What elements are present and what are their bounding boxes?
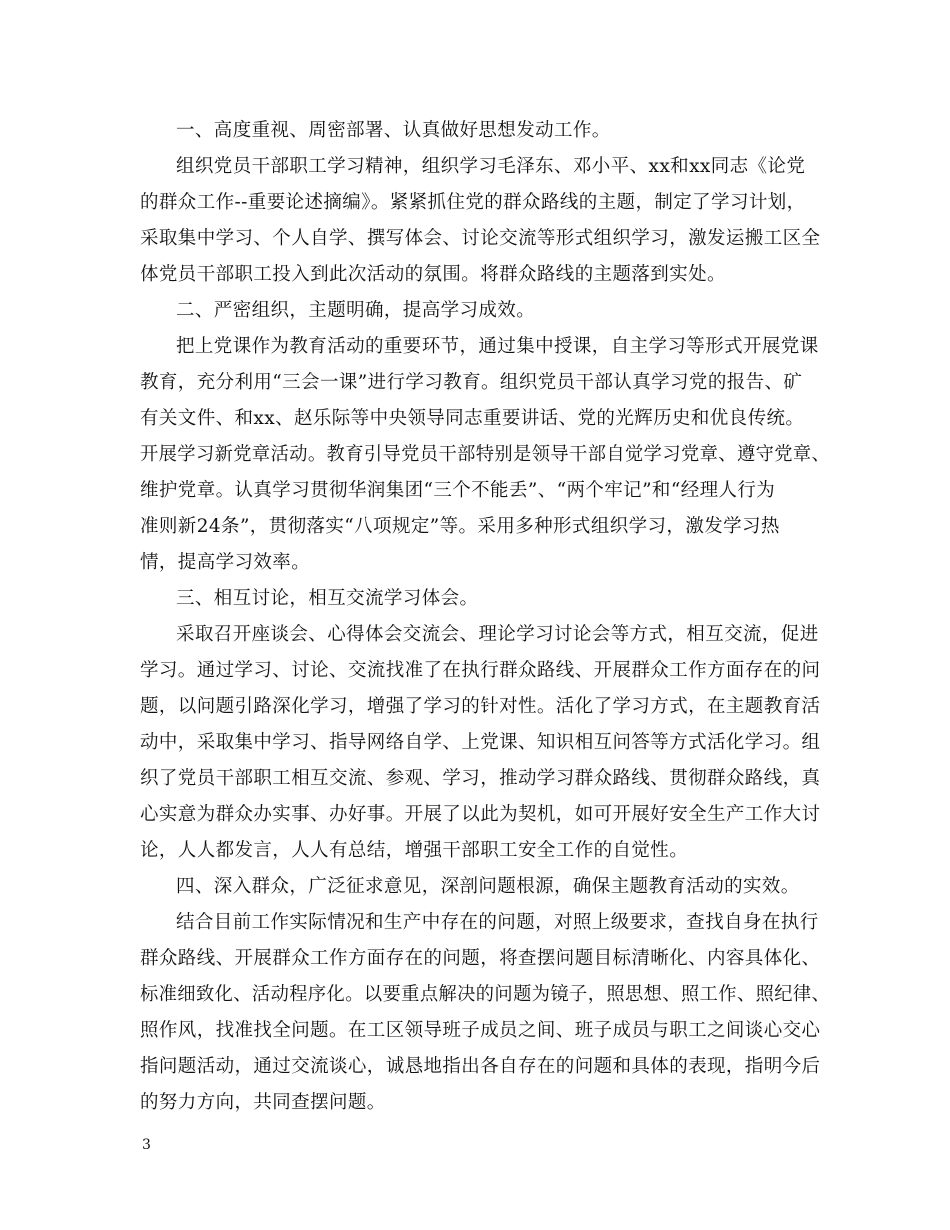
paragraph-line: 采取集中学习、个人自学、撰写体会、讨论交流等形式组织学习，激发运搬工区全 [140,228,821,249]
paragraph-line: 标准细致化、活动程序化。以要重点解决的问题为镜子，照思想、照工作、照纪律、 [140,984,831,1005]
paragraph-line: 照作风，找准找全问题。在工区领导班子成员之间、班子成员与职工之间谈心交心 [140,1020,821,1041]
paragraph-line: 的群众工作--重要论述摘编》。紧紧抓住党的群众路线的主题，制定了学习计划， [140,192,806,213]
paragraph-line: 织了党员干部职工相互交流、参观、学习，推动学习群众路线、贯彻群众路线，真 [140,768,821,789]
paragraph-line: 采取召开座谈会、心得体会交流会、理论学习讨论会等方式，相互交流，促进 [176,624,819,645]
paragraph-line: 维护党章。认真学习贯彻华润集团“三个不能丢”、“两个牢记”和“经理人行为 [140,480,776,501]
paragraph-line: 指问题活动，通过交流谈心，诚恳地指出各自存在的问题和具体的表现，指明今后 [140,1056,821,1077]
paragraph-line: 开展学习新党章活动。教育引导党员干部特别是领导干部自觉学习党章、遵守党章、 [140,444,831,465]
section-heading-2: 二、严密组织，主题明确，提高学习成效。 [176,300,536,321]
paragraph-line: 体党员干部职工投入到此次活动的氛围。将群众路线的主题落到实处。 [140,264,726,285]
paragraph-line: 动中，采取集中学习、指导网络自学、上党课、知识相互问答等方式活化学习。组 [140,732,821,753]
paragraph-line: 心实意为群众办实事、办好事。开展了以此为契机，如可开展好安全生产工作大讨 [140,804,821,825]
paragraph-line: 教育，充分利用“三会一课”进行学习教育。组织党员干部认真学习党的报告、矿 [140,372,803,393]
paragraph-line: 准则新24条”，贯彻落实“八项规定”等。采用多种形式组织学习，激发学习热 [140,516,780,537]
paragraph-line: 把上党课作为教育活动的重要环节，通过集中授课，自主学习等形式开展党课 [176,336,819,357]
paragraph-line: 学习。通过学习、讨论、交流找准了在执行群众路线、开展群众工作方面存在的问 [140,660,821,681]
paragraph-line: 的努力方向，共同查摆问题。 [140,1092,386,1113]
section-heading-1: 一、高度重视、周密部署、认真做好思想发动工作。 [176,120,611,141]
page-number: 3 [142,1137,151,1153]
section-heading-3: 三、相互讨论，相互交流学习体会。 [176,588,479,609]
paragraph-line: 有关文件、和xx、赵乐际等中央领导同志重要讲话、党的光辉历史和优良传统。 [140,408,805,429]
paragraph-line: 情，提高学习效率。 [140,552,311,573]
paragraph-line: 结合目前工作实际情况和生产中存在的问题，对照上级要求，查找自身在执行 [176,912,819,933]
paragraph-line: 论，人人都发言，人人有总结，增强干部职工安全工作的自觉性。 [140,840,689,861]
paragraph-line: 组织党员干部职工学习精神，组织学习毛泽东、邓小平、xx和xx同志《论党 [176,156,806,177]
section-heading-4: 四、深入群众，广泛征求意见，深剖问题根源，确保主题教育活动的实效。 [176,876,800,897]
paragraph-line: 群众路线、开展群众工作方面存在的问题，将查摆问题目标清晰化、内容具体化、 [140,948,821,969]
paragraph-line: 题，以问题引路深化学习，增强了学习的针对性。活化了学习方式，在主题教育活 [140,696,821,717]
